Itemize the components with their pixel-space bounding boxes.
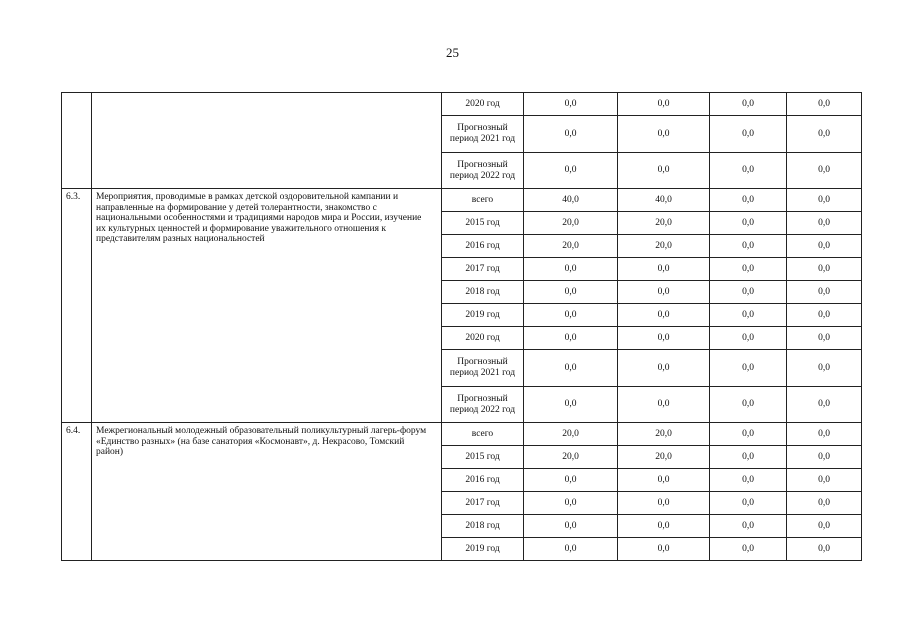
value-cell: 0,0 [710,423,787,446]
value-cell: 0,0 [787,235,862,258]
value-cell: 0,0 [618,93,710,116]
value-cell: 0,0 [710,235,787,258]
item-number: 6.4. [62,423,92,561]
value-cell: 0,0 [710,258,787,281]
value-cell: 0,0 [787,515,862,538]
period-cell: 2016 год [442,235,524,258]
value-cell: 0,0 [710,189,787,212]
value-cell: 0,0 [787,304,862,327]
table-row [62,93,862,116]
value-cell: 0,0 [787,387,862,423]
period-cell: 2016 год [442,469,524,492]
period-cell: 2019 год [442,538,524,561]
value-cell: 20,0 [524,446,618,469]
value-cell: 0,0 [524,304,618,327]
value-cell: 0,0 [710,492,787,515]
period-cell: 2018 год [442,515,524,538]
value-cell: 0,0 [710,212,787,235]
period-cell: 2020 год [442,327,524,350]
value-cell: 0,0 [524,153,618,189]
value-cell: 0,0 [618,327,710,350]
period-cell: Прогнозный период 2021 год [442,116,524,153]
period-cell: Прогнозный период 2021 год [442,350,524,387]
value-cell: 0,0 [618,258,710,281]
item-name: Межрегиональный молодежный образовательный поликультурный лагерь-форум «Единство разных» (на базе санатория «Космонавт», д. Некрасово, Томский район) [92,423,442,561]
value-cell: 0,0 [787,469,862,492]
table-row [62,423,862,446]
value-cell: 0,0 [710,387,787,423]
value-cell: 0,0 [524,387,618,423]
value-cell: 0,0 [710,93,787,116]
value-cell: 0,0 [710,116,787,153]
value-cell: 0,0 [524,350,618,387]
value-cell: 0,0 [710,304,787,327]
value-cell: 20,0 [618,446,710,469]
page-number: 25 [446,45,459,60]
value-cell: 0,0 [524,469,618,492]
value-cell: 0,0 [787,446,862,469]
value-cell: 0,0 [524,515,618,538]
period-cell: 2017 год [442,258,524,281]
value-cell: 40,0 [618,189,710,212]
period-cell: 2015 год [442,446,524,469]
period-cell: Прогнозный период 2022 год [442,387,524,423]
value-cell: 0,0 [618,116,710,153]
value-cell: 0,0 [710,281,787,304]
table-row [62,189,862,212]
value-cell: 0,0 [618,538,710,561]
value-cell: 0,0 [787,153,862,189]
value-cell: 0,0 [787,116,862,153]
value-cell: 0,0 [524,116,618,153]
value-cell: 0,0 [787,350,862,387]
value-cell: 0,0 [524,327,618,350]
value-cell: 0,0 [618,515,710,538]
value-cell: 0,0 [524,538,618,561]
value-cell: 0,0 [710,469,787,492]
value-cell: 0,0 [618,153,710,189]
value-cell: 0,0 [787,327,862,350]
value-cell: 0,0 [710,350,787,387]
value-cell: 20,0 [618,423,710,446]
period-cell: 2015 год [442,212,524,235]
value-cell: 0,0 [710,515,787,538]
value-cell: 0,0 [524,281,618,304]
value-cell: 0,0 [618,469,710,492]
period-cell: 2018 год [442,281,524,304]
value-cell: 0,0 [618,350,710,387]
value-cell: 0,0 [787,212,862,235]
value-cell: 0,0 [787,258,862,281]
value-cell: 0,0 [710,153,787,189]
value-cell: 0,0 [787,281,862,304]
value-cell: 20,0 [524,423,618,446]
value-cell: 0,0 [787,538,862,561]
item-name-cell [92,93,442,189]
value-cell: 20,0 [618,235,710,258]
period-cell: 2017 год [442,492,524,515]
value-cell: 0,0 [710,446,787,469]
value-cell: 0,0 [710,538,787,561]
value-cell: 20,0 [524,235,618,258]
period-cell: Прогнозный период 2022 год [442,153,524,189]
item-name: Мероприятия, проводимые в рамках детской оздоровительной кампании и направленные на формирование у детей толерантности, знакомство с национальными особенностями и традициями народов мира и России, изучение их культурных ценностей и формирование уважительного отношения к представителям разных национальностей [92,189,442,423]
value-cell: 0,0 [618,492,710,515]
value-cell: 0,0 [618,387,710,423]
value-cell: 20,0 [524,212,618,235]
value-cell: 0,0 [787,492,862,515]
value-cell: 0,0 [618,304,710,327]
item-number: 6.3. [62,189,92,423]
value-cell: 20,0 [618,212,710,235]
period-cell: всего [442,423,524,446]
budget-table [61,92,862,561]
value-cell: 0,0 [787,423,862,446]
period-cell: 2020 год [442,93,524,116]
value-cell: 0,0 [787,189,862,212]
value-cell: 0,0 [618,281,710,304]
period-cell: всего [442,189,524,212]
value-cell: 0,0 [524,93,618,116]
value-cell: 0,0 [524,258,618,281]
value-cell: 40,0 [524,189,618,212]
period-cell: 2019 год [442,304,524,327]
value-cell: 0,0 [710,327,787,350]
item-number-cell [62,93,92,189]
value-cell: 0,0 [524,492,618,515]
value-cell: 0,0 [787,93,862,116]
